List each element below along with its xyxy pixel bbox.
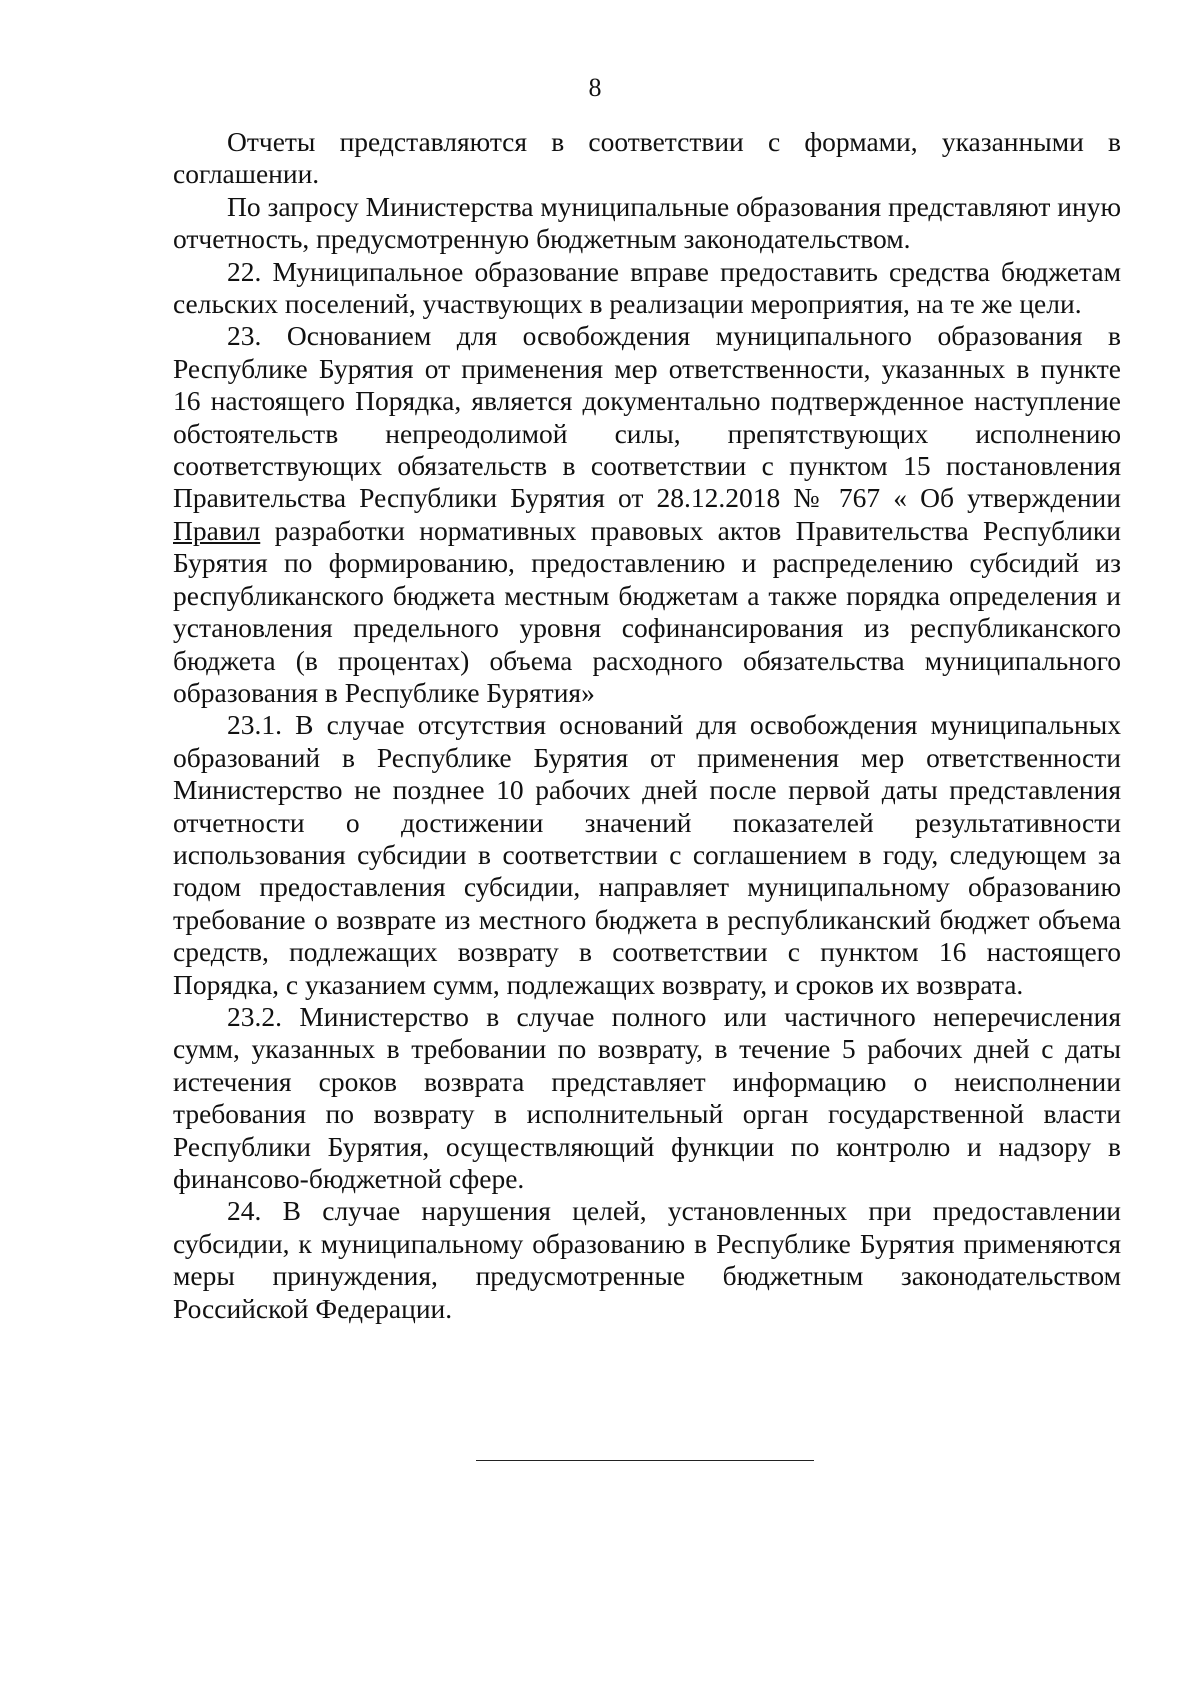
- paragraph-reports-forms: Отчеты представляются в соответствии с формами, указанными в соглашении.: [173, 126, 1121, 190]
- paragraph-24: 24. В случае нарушения целей, установленных при предоставлении субсидии, к муниципальному образованию в Республике Бурятия применяются меры принуждения, предусмотренные бюджетным законодательством Российской Федерации.: [173, 1195, 1121, 1324]
- paragraph-ministry-request: По запросу Министерства муниципальные образования представляют иную отчетность, предусмотренную бюджетным законодательством.: [173, 190, 1121, 255]
- end-of-document-rule: [476, 1460, 814, 1461]
- paragraph-23-text-end: разработки нормативных правовых актов Правительства Республики Бурятия по формированию, предоставлению и распределению субсидий из республиканского бюджета местным бюджетам а также порядка определения и установления предельного уровня софинансирования из республиканского бюджета (в процентах) объема расходного обязательства муниципального образования в Республике Бурятия»: [173, 514, 1121, 708]
- document-body: [173, 126, 1121, 1325]
- paragraph-23-1: 23.1. В случае отсутствия оснований для освобождения муниципальных образований в Республике Бурятия от применения мер ответственности Министерство не позднее 10 рабочих дней после первой даты представления отчетности о достижении значений показателей результативности использования субсидии в соответствии с соглашением в году, следующем за годом предоставления субсидии, направляет муниципальному образованию требование о возврате из местного бюджета в республиканский бюджет объема средств, подлежащих возврату в соответствии с пунктом 16 настоящего Порядка, с указанием сумм, подлежащих возврату, и сроков их возврата.: [173, 709, 1121, 1000]
- paragraph-23-text-start: 23. Основанием для освобождения муниципального образования в Республике Бурятия от применения мер ответственности, указанных в пункте 16 настоящего Порядка, является документально подтвержденное наступление обстоятельств непреодолимой силы, препятствующих исполнению соответствующих обязательств в соответствии с пунктом 15 постановления Правительства Республики Бурятия от 28.12.2018 № 767 « Об утверждении: [173, 320, 1121, 514]
- paragraph-23-2: 23.2. Министерство в случае полного или частичного неперечисления сумм, указанных в требовании по возврату, в течение 5 рабочих дней с даты истечения сроков возврата представляет информацию о неисполнении требования по возврату в исполнительный орган государственной власти Республики Бурятия, осуществляющий функции по контролю и надзору в финансово-бюджетной сфере.: [173, 1000, 1121, 1194]
- paragraph-22: 22. Муниципальное образование вправе предоставить средства бюджетам сельских поселений, участвующих в реализации мероприятия, на те же цели.: [173, 255, 1121, 320]
- paragraph-23: [173, 320, 1121, 709]
- rules-link[interactable]: Правил: [173, 514, 261, 546]
- page-number: 8: [588, 73, 602, 102]
